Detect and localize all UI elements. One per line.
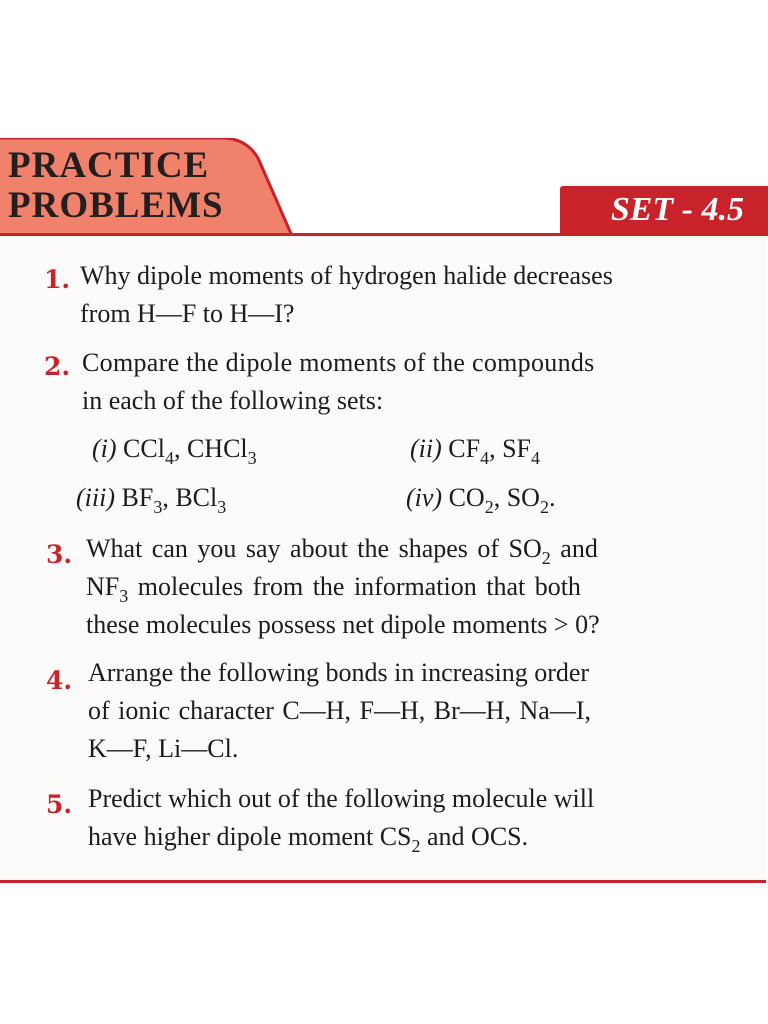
option-i-label: (i)	[92, 434, 117, 463]
option-iii-sub-a: 3	[153, 497, 163, 517]
title-line-1: PRACTICE	[8, 145, 210, 186]
question-1	[80, 257, 613, 333]
question-5-line-2	[88, 818, 594, 856]
question-number-2: 2.	[44, 352, 71, 381]
option-i-formula-b: , CHCl	[173, 434, 248, 463]
question-number-3: 3.	[46, 540, 73, 569]
question-3-line-1	[86, 530, 600, 568]
question-number-4: 4.	[46, 666, 73, 695]
question-5-line-1: Predict which out of the following molecule will	[88, 784, 595, 813]
option-i-formula-a: CCl	[123, 434, 165, 463]
option-iv-formula-b: , SO	[493, 483, 540, 512]
option-iii-formula-b: , BCl	[162, 483, 218, 512]
option-i-sub-a: 4	[164, 448, 174, 468]
question-3-line-2-b: molecules from the information that both	[128, 572, 581, 601]
option-iv-sub-a: 2	[484, 497, 494, 517]
question-number-1: 1.	[44, 265, 71, 294]
question-3-line-3: these molecules possess net dipole moments > 0?	[86, 610, 600, 639]
question-4-line-2: of ionic character C—H, F—H, Br—H, Na—I,	[88, 696, 591, 725]
option-iv-label: (iv)	[406, 483, 443, 512]
option-ii-label: (ii)	[410, 434, 442, 463]
option-iii-label: (iii)	[76, 483, 115, 512]
question-1-line-2: from H—F to H—I?	[80, 299, 295, 328]
question-4	[88, 654, 591, 768]
question-3-line-1-a: What can you say about the shapes of SO	[86, 534, 542, 563]
option-iii	[76, 483, 227, 517]
set-badge	[560, 186, 768, 236]
option-i-sub-b: 3	[247, 448, 257, 468]
question-4-line-3: K—F, Li—Cl.	[88, 734, 239, 763]
option-iv	[406, 483, 556, 517]
question-number-5: 5.	[46, 790, 73, 819]
question-3-line-2	[86, 568, 600, 606]
option-i	[92, 434, 257, 468]
question-2	[82, 344, 595, 420]
question-5-line-2-sub: 2	[411, 836, 421, 856]
question-2-line-2: in each of the following sets:	[82, 386, 384, 415]
question-5-line-2-a: have higher dipole moment CS	[88, 822, 412, 851]
question-2-line-1: Compare the dipole moments of the compounds	[82, 348, 595, 377]
option-ii	[410, 434, 540, 468]
option-ii-sub-a: 4	[480, 448, 490, 468]
question-5-line-2-b: and OCS.	[420, 822, 529, 851]
section-title	[8, 146, 224, 226]
option-iii-sub-b: 3	[217, 497, 227, 517]
title-line-2: PROBLEMS	[8, 185, 224, 226]
question-1-line-1: Why dipole moments of hydrogen halide decreases	[80, 261, 613, 290]
option-iv-formula-a: CO	[448, 483, 485, 512]
option-iv-post: .	[548, 483, 556, 512]
question-3-line-2-a: NF	[86, 572, 120, 601]
question-3-line-2-sub: 3	[119, 586, 129, 606]
question-5	[88, 780, 594, 856]
option-ii-formula-b: , SF	[489, 434, 531, 463]
option-iv-sub-b: 2	[539, 497, 549, 517]
question-3-line-1-b: and	[550, 534, 598, 563]
question-4-line-1: Arrange the following bonds in increasing order	[88, 658, 590, 687]
option-ii-formula-a: CF	[448, 434, 481, 463]
question-3-line-1-sub: 2	[541, 548, 551, 568]
question-3	[86, 530, 600, 644]
set-label: SET - 4.5	[610, 191, 744, 228]
option-ii-sub-b: 4	[531, 448, 540, 468]
option-iii-formula-a: BF	[121, 483, 154, 512]
